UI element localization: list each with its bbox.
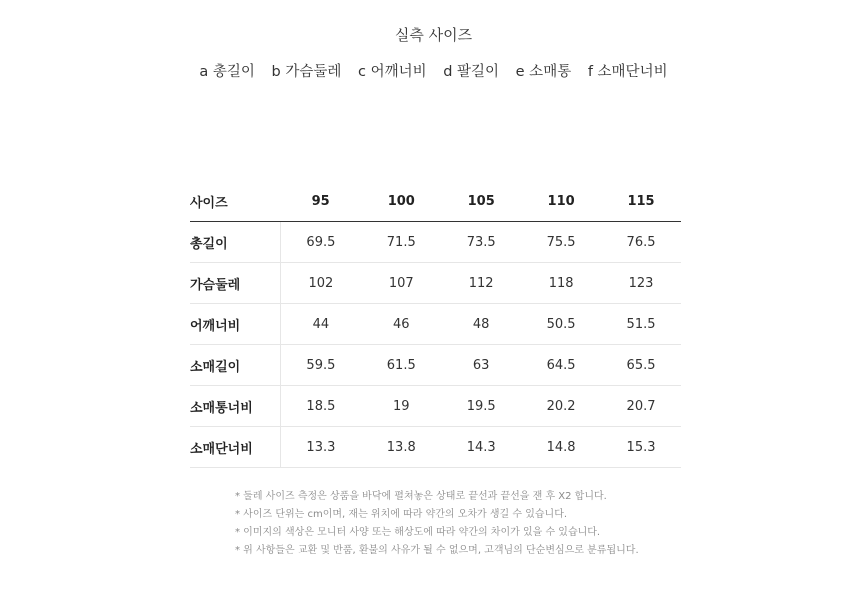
table-row (190, 345, 681, 386)
header-size-100: 100 (361, 181, 441, 222)
header-size-95: 95 (280, 181, 361, 222)
legend-item-e: e 소매통 (515, 64, 572, 80)
table-cell: 14.8 (521, 427, 601, 468)
table-row (190, 304, 681, 345)
legend-item-d: d 팔길이 (443, 64, 500, 80)
legend-item-a: a 총길이 (199, 64, 255, 80)
note-line: * 이미지의 색상은 모니터 사양 또는 해상도에 따라 약간의 차이가 있을 수 있습니다. (235, 527, 601, 538)
table-cell: 20.7 (601, 386, 681, 427)
table-cell: 13.8 (361, 427, 441, 468)
note-line: * 위 사항들은 교환 및 반품, 환불의 사유가 될 수 없으며, 고객님의 단순변심으로 분류됩니다. (235, 545, 639, 556)
table-cell: 76.5 (601, 222, 681, 263)
size-table (190, 181, 681, 468)
table-cell: 118 (521, 263, 601, 304)
table-cell: 102 (280, 263, 361, 304)
row-label: 총길이 (190, 222, 280, 263)
header-size-110: 110 (521, 181, 601, 222)
table-cell: 15.3 (601, 427, 681, 468)
table-cell: 61.5 (361, 345, 441, 386)
table-cell: 51.5 (601, 304, 681, 345)
table-header-row (190, 181, 681, 222)
table-cell: 44 (280, 304, 361, 345)
table-cell: 19 (361, 386, 441, 427)
table-cell: 63 (441, 345, 521, 386)
table-cell: 65.5 (601, 345, 681, 386)
row-label: 어깨너비 (190, 304, 280, 345)
table-cell: 64.5 (521, 345, 601, 386)
header-size-115: 115 (601, 181, 681, 222)
row-label: 가슴둘레 (190, 263, 280, 304)
table-cell: 18.5 (280, 386, 361, 427)
header-size-label: 사이즈 (190, 181, 280, 222)
row-label: 소매통너비 (190, 386, 280, 427)
row-label: 소매단너비 (190, 427, 280, 468)
table-row (190, 427, 681, 468)
measurement-legend (0, 60, 867, 81)
table-cell: 107 (361, 263, 441, 304)
table-row (190, 386, 681, 427)
table-cell: 69.5 (280, 222, 361, 263)
table-cell: 123 (601, 263, 681, 304)
table-row (190, 263, 681, 304)
table-cell: 75.5 (521, 222, 601, 263)
table-cell: 46 (361, 304, 441, 345)
table-cell: 19.5 (441, 386, 521, 427)
table-cell: 71.5 (361, 222, 441, 263)
table-cell: 14.3 (441, 427, 521, 468)
legend-item-c: c 어깨너비 (357, 64, 427, 80)
measurement-notes (235, 488, 639, 560)
note-line: * 사이즈 단위는 cm이며, 재는 위치에 따라 약간의 오차가 생길 수 있습니다. (235, 509, 568, 520)
table-cell: 20.2 (521, 386, 601, 427)
table-cell: 112 (441, 263, 521, 304)
table-cell: 50.5 (521, 304, 601, 345)
header-size-105: 105 (441, 181, 521, 222)
row-label: 소매길이 (190, 345, 280, 386)
page-title: 실측 사이즈 (394, 26, 473, 44)
table-row (190, 222, 681, 263)
legend-item-b: b 가슴둘레 (271, 64, 342, 80)
table-cell: 59.5 (280, 345, 361, 386)
table-cell: 13.3 (280, 427, 361, 468)
table-cell: 73.5 (441, 222, 521, 263)
note-line: * 둘레 사이즈 측정은 상품을 바닥에 펼쳐놓은 상태로 끝선과 끝선을 잰 후 X2 합니다. (235, 491, 607, 502)
legend-item-f: f 소매단너비 (587, 64, 668, 80)
table-cell: 48 (441, 304, 521, 345)
